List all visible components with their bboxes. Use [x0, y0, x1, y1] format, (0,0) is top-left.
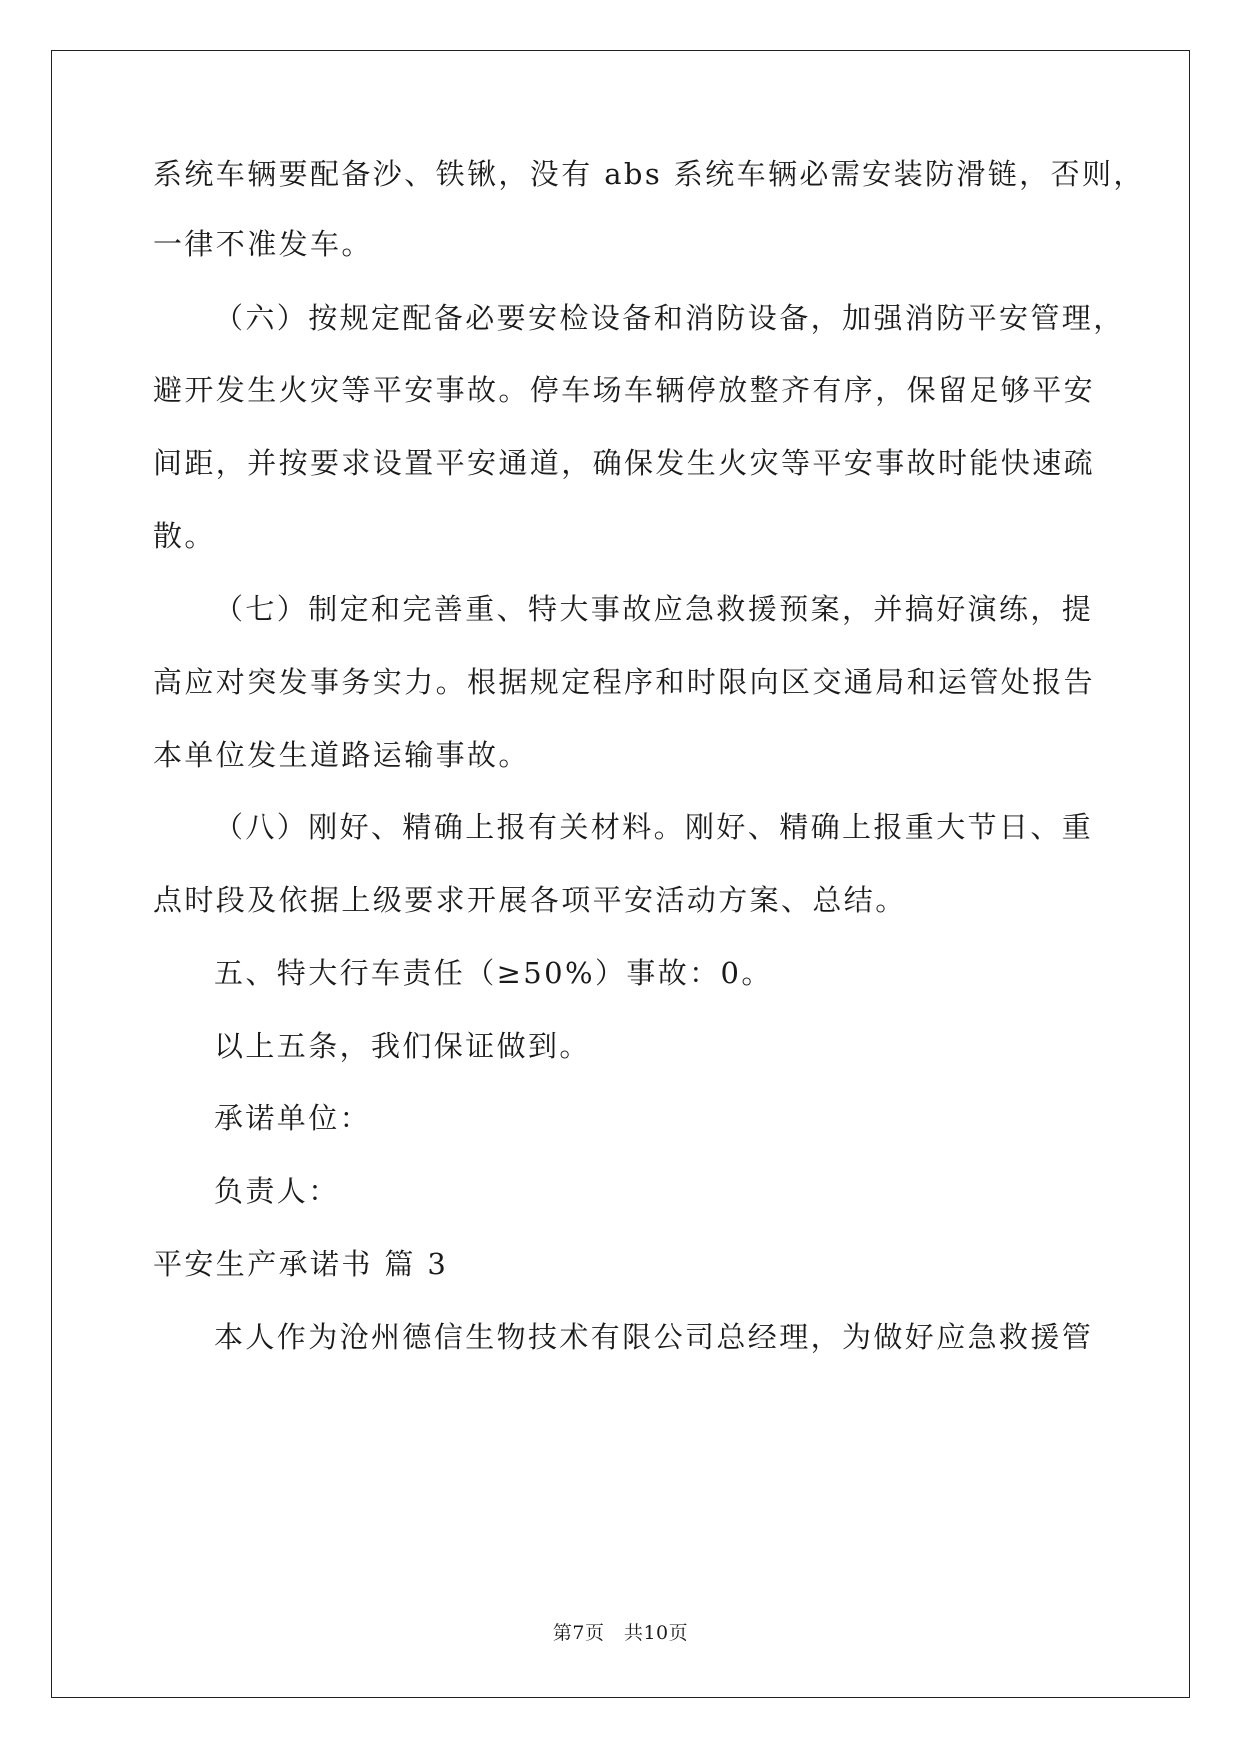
body-line: 点时段及依据上级要求开展各项平安活动方案、总结。	[153, 883, 907, 917]
section-heading: 平安生产承诺书 篇 3	[153, 1247, 449, 1281]
committing-unit-label: 承诺单位：	[214, 1101, 372, 1135]
body-line: 本单位发生道路运输事故。	[153, 738, 530, 772]
page-number-footer: 第7页 共10页	[552, 1622, 689, 1644]
responsible-person-label: 负责人：	[214, 1174, 340, 1208]
body-line: 高应对突发事务实力。根据规定程序和时限向区交通局和运管处报告	[153, 665, 1096, 699]
body-line: 间距，并按要求设置平安通道，确保发生火灾等平安事故时能快速疏	[153, 446, 1096, 480]
body-line: 一律不准发车。	[153, 227, 373, 261]
body-line: 散。	[153, 519, 216, 553]
paragraph-start: 本人作为沧州德信生物技术有限公司总经理，为做好应急救援管	[214, 1320, 1094, 1354]
paragraph-8-start: （八）刚好、精确上报有关材料。刚好、精确上报重大节日、重	[214, 810, 1094, 844]
body-line: 系统车辆要配备沙、铁锹，没有 abs 系统车辆必需安装防滑链，否则，	[153, 157, 1145, 191]
page-border	[51, 50, 1190, 1698]
body-line: 避开发生火灾等平安事故。停车场车辆停放整齐有序，保留足够平安	[153, 373, 1096, 407]
paragraph-6-start: （六）按规定配备必要安检设备和消防设备，加强消防平安管理，	[214, 301, 1125, 335]
item-5-line: 五、特大行车责任（≥50%）事故：0。	[214, 956, 773, 990]
paragraph-7-start: （七）制定和完善重、特大事故应急救援预案，并搞好演练，提	[214, 592, 1094, 626]
commitment-line: 以上五条，我们保证做到。	[214, 1029, 591, 1063]
